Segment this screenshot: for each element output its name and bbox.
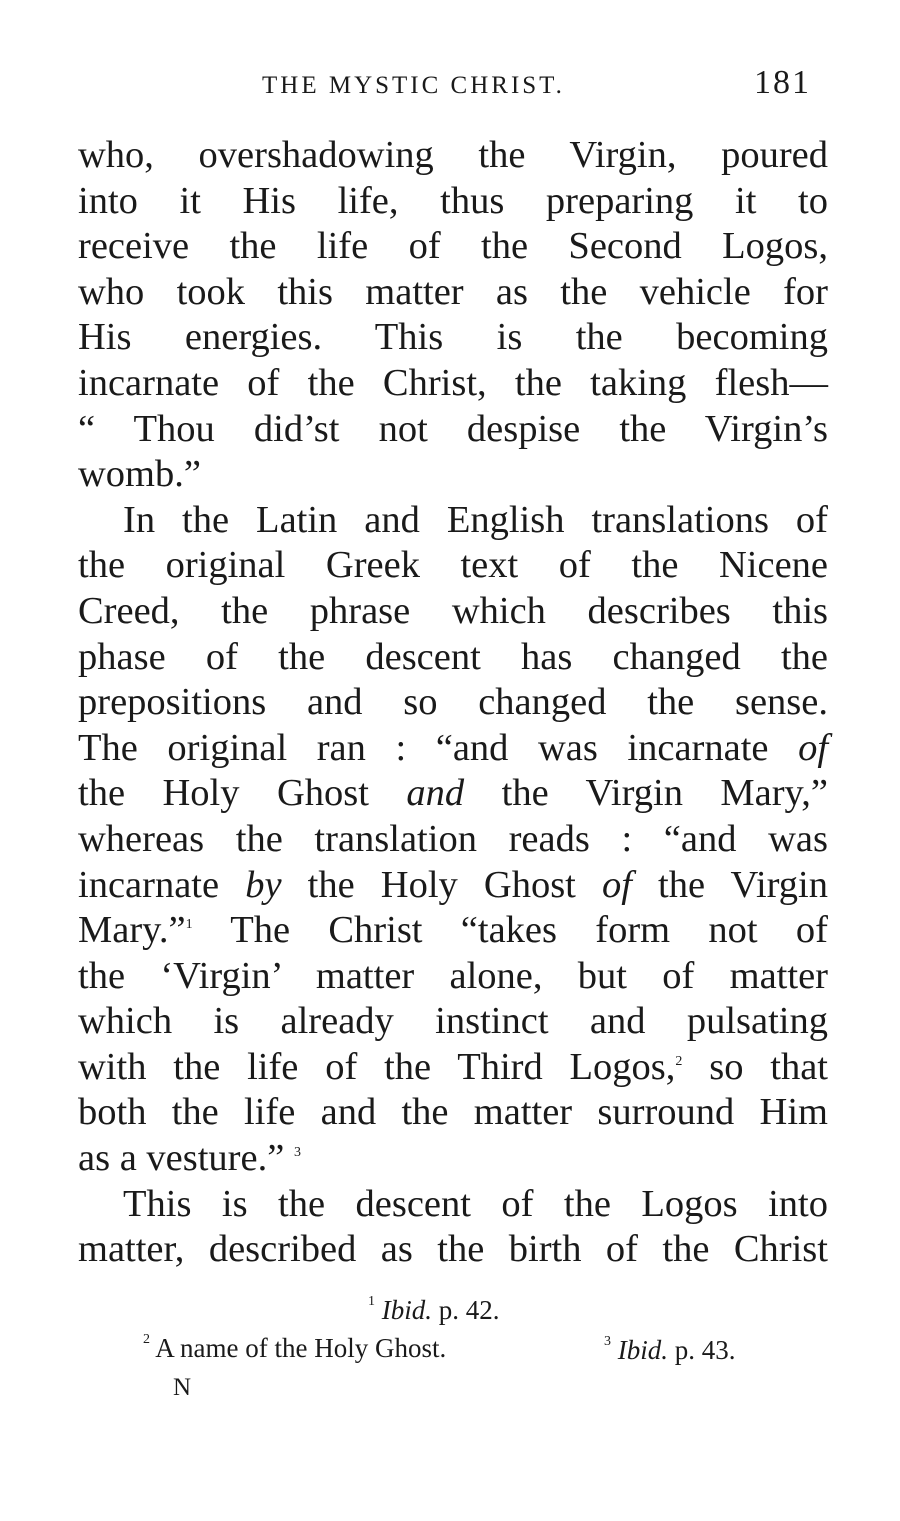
footnote-ref-2: 2	[675, 1053, 683, 1069]
text-line: the original Greek text of the Nicene	[78, 544, 828, 587]
footnote-3-page: p. 43.	[674, 1335, 736, 1365]
footnote-3-ibid: Ibid.	[617, 1335, 668, 1365]
text-line: prepositions and so changed the sense.	[78, 681, 828, 724]
page-number: 181	[754, 64, 811, 101]
text-line: the ‘Virgin’ matter alone, but of matter	[78, 954, 828, 997]
text-line: “ Thou did’st not despise the Virgin’s	[78, 407, 828, 450]
text-line: whereas the translation reads : “and was	[78, 817, 828, 860]
text-line	[78, 863, 828, 909]
text-segment: the Holy Ghost	[78, 772, 369, 815]
text-line	[78, 1045, 828, 1091]
text-line	[78, 1136, 828, 1182]
footnote-2	[143, 1330, 446, 1366]
italic-word: of	[798, 726, 829, 769]
text-segment: incarnate	[78, 863, 220, 906]
text-line: His energies. This is the becoming	[78, 316, 828, 359]
text-segment: The original ran : “and was incarnate	[78, 726, 769, 769]
footnote-1	[368, 1292, 500, 1328]
footnote-1-ibid: Ibid.	[381, 1295, 432, 1325]
text-line	[78, 771, 828, 817]
text-line: receive the life of the Second Logos,	[78, 225, 828, 268]
text-segment: Mary.”	[78, 909, 186, 952]
footnote-ref-1: 1	[185, 917, 193, 933]
text-segment: The Christ “takes form not of	[230, 909, 828, 952]
footnote-ref-3: 3	[293, 1145, 301, 1161]
footnote-3-mark: 3	[604, 1334, 611, 1349]
text-line: This is the descent of the Logos into	[123, 1182, 828, 1225]
footnote-1-mark: 1	[368, 1294, 375, 1309]
text-line: incarnate of the Christ, the taking flesh—	[78, 361, 828, 404]
text-line: In the Latin and English translations of	[123, 498, 828, 541]
text-segment: the Holy Ghost	[307, 863, 576, 906]
text-segment: with the life of the Third Logos,	[78, 1045, 676, 1088]
text-segment: as a vesture.”	[78, 1137, 285, 1180]
text-line: Creed, the phrase which describes this	[78, 589, 828, 632]
body-text	[78, 133, 828, 1273]
page-header	[0, 64, 900, 104]
footnote-2-text: A name of the Holy Ghost.	[155, 1333, 447, 1363]
text-line: who took this matter as the vehicle for	[78, 270, 828, 313]
text-line	[78, 726, 828, 772]
text-line: which is already instinct and pulsating	[78, 1000, 828, 1043]
footnote-1-page: p. 42.	[438, 1295, 500, 1325]
text-segment: the Virgin Mary,”	[501, 772, 829, 815]
text-line: phase of the descent has changed the	[78, 635, 828, 678]
footnote-3	[604, 1332, 736, 1368]
running-title: THE MYSTIC CHRIST.	[262, 72, 565, 99]
text-line: both the life and the matter surround Him	[78, 1091, 828, 1134]
text-line: who, overshadowing the Virgin, poured	[78, 134, 828, 176]
signature-mark: N	[173, 1374, 192, 1401]
footnote-2-mark: 2	[143, 1332, 150, 1347]
text-line: into it His life, thus preparing it to	[78, 179, 828, 222]
text-line: womb.”	[78, 453, 201, 496]
text-line	[78, 908, 828, 954]
italic-word: by	[245, 863, 282, 906]
text-segment: the Virgin	[658, 863, 829, 906]
text-line: matter, described as the birth of the Christ	[78, 1228, 828, 1271]
text-segment: so that	[709, 1045, 829, 1088]
italic-word: and	[406, 772, 465, 815]
italic-word: of	[601, 863, 632, 906]
